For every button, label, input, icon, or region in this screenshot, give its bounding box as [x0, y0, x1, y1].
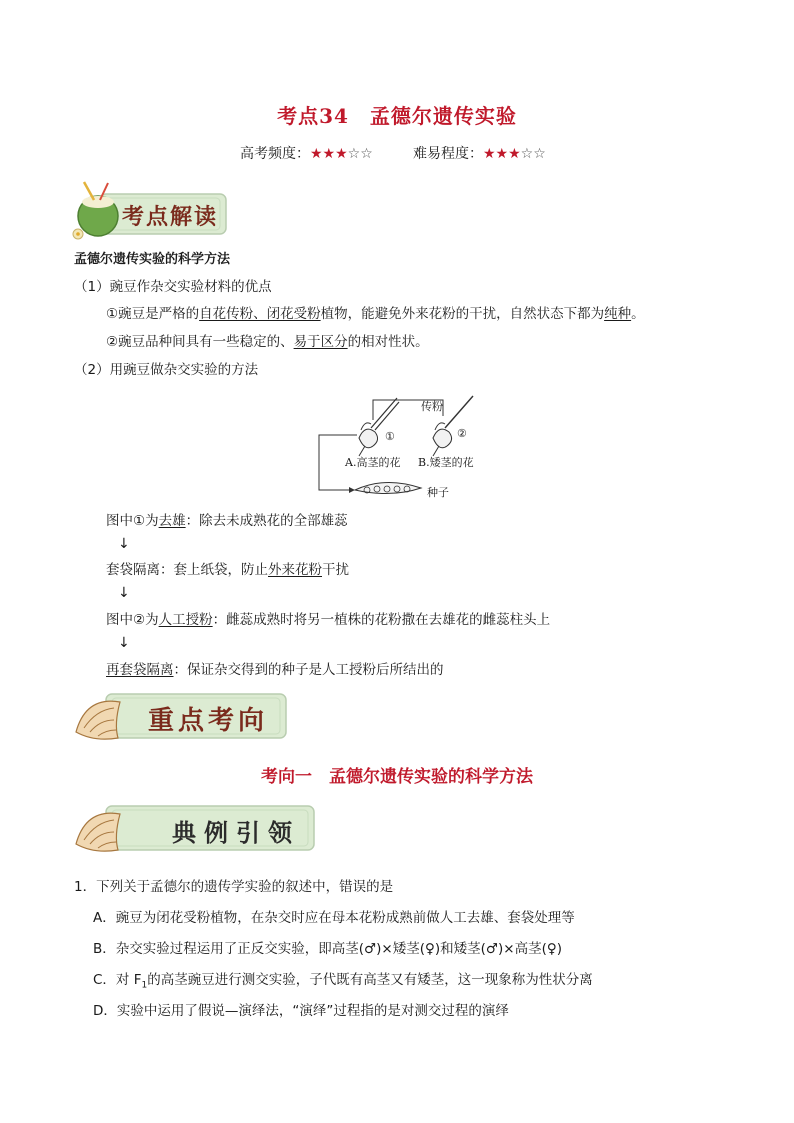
label-chuanfen: 传粉 [421, 400, 443, 413]
underlined-term: 外来花粉 [268, 562, 322, 578]
option-c [93, 970, 593, 996]
underlined-term: 自花传粉、闭花受粉 [199, 306, 321, 322]
text-span: ：保证杂交得到的种子是人工授粉后所结出的 [173, 662, 444, 678]
dianli-badge-text: 典例引领 [172, 818, 300, 847]
underlined-term: 纯种 [604, 306, 632, 322]
underlined-term: 易于区分 [293, 334, 348, 350]
point-1a [106, 304, 645, 324]
text-span: 的高茎豌豆进行测交实验，子代既有高茎又有矮茎，这一现象称为性状分离 [147, 972, 593, 988]
point-1: （1）豌豆作杂交实验材料的优点 [74, 279, 272, 295]
option-a: A．豌豆为闭花受粉植物，在杂交时应在母本花粉成熟前做人工去雄、套袋处理等 [93, 910, 575, 926]
label-circle-2: ② [457, 427, 467, 440]
option-b: B．杂交实验过程运用了正反交实验，即高茎(♂)×矮茎(♀)和矮茎(♂)×高茎(♀) [93, 941, 562, 957]
text-span: 植物，能避免外来花粉的干扰，自然状态下都为 [320, 306, 605, 322]
down-arrow-icon: ↓ [118, 635, 130, 651]
zhongdian-badge-text: 重点考向 [148, 706, 269, 736]
down-arrow-icon: ↓ [118, 536, 130, 552]
text-span: ：除去未成熟花的全部雄蕊 [185, 513, 348, 529]
underlined-term: 再套袋隔离 [106, 662, 174, 678]
frequency-label: 高考频度： [240, 146, 310, 162]
flow-step-3 [106, 610, 550, 630]
difficulty-rating [413, 143, 546, 163]
label-circle-1: ① [385, 430, 395, 443]
zhongdian-kaoxiang-badge [72, 688, 290, 748]
down-arrow-icon: ↓ [118, 585, 130, 601]
text-span: ②豌豆品种间具有一些稳定的、 [106, 334, 294, 350]
subscript: 1 [141, 980, 148, 991]
option-d: D．实验中运用了假说—演绎法，“演绎”过程指的是对测交过程的演绎 [93, 1003, 509, 1019]
label-tall-flower: A.高茎的花 [345, 456, 401, 469]
pea-cross-diagram [315, 392, 490, 502]
label-short-flower: B.矮茎的花 [418, 456, 474, 469]
question-stem: 1．下列关于孟德尔的遗传学实验的叙述中，错误的是 [74, 879, 394, 895]
kaodian-jiedu-badge [70, 180, 230, 242]
text-span: 干扰 [322, 562, 349, 578]
text-span: 图中①为 [106, 513, 159, 529]
text-span: ：雌蕊成熟时将另一植株的花粉撒在去雄花的雌蕊柱头上 [212, 612, 551, 628]
frequency-rating [240, 143, 373, 163]
text-span: ①豌豆是严格的 [106, 306, 200, 322]
kaodian-badge-text: 考点解读 [122, 204, 219, 230]
dianli-yinling-badge [72, 800, 318, 860]
difficulty-stars-filled: ★★★ [483, 146, 521, 162]
frequency-stars-filled: ★★★ [310, 146, 348, 162]
flow-step-4 [106, 660, 444, 680]
frequency-stars-empty: ☆☆ [347, 146, 373, 162]
text-span: 图中②为 [106, 612, 159, 628]
text-span: 套袋隔离：套上纸袋，防止 [106, 562, 268, 578]
difficulty-label: 难易程度： [413, 146, 483, 162]
page-title: 考点34 孟德尔遗传实验 [277, 104, 517, 128]
flow-step-2 [106, 560, 349, 580]
text-span: 的相对性状。 [347, 334, 429, 350]
text-span: 。 [631, 306, 645, 322]
flow-step-1 [106, 511, 348, 531]
section-heading: 孟德尔遗传实验的科学方法 [74, 252, 231, 267]
section-2-title: 考向一 孟德尔遗传实验的科学方法 [261, 767, 533, 787]
underlined-term: 去雄 [158, 513, 186, 529]
label-seed: 种子 [427, 486, 449, 499]
pea-cross-illustration [315, 392, 490, 502]
point-2: （2）用豌豆做杂交实验的方法 [74, 362, 259, 378]
underlined-term: 人工授粉 [158, 612, 213, 628]
difficulty-stars-empty: ☆☆ [520, 146, 546, 162]
point-1b [106, 332, 429, 352]
text-span: C．对 F [93, 972, 142, 988]
